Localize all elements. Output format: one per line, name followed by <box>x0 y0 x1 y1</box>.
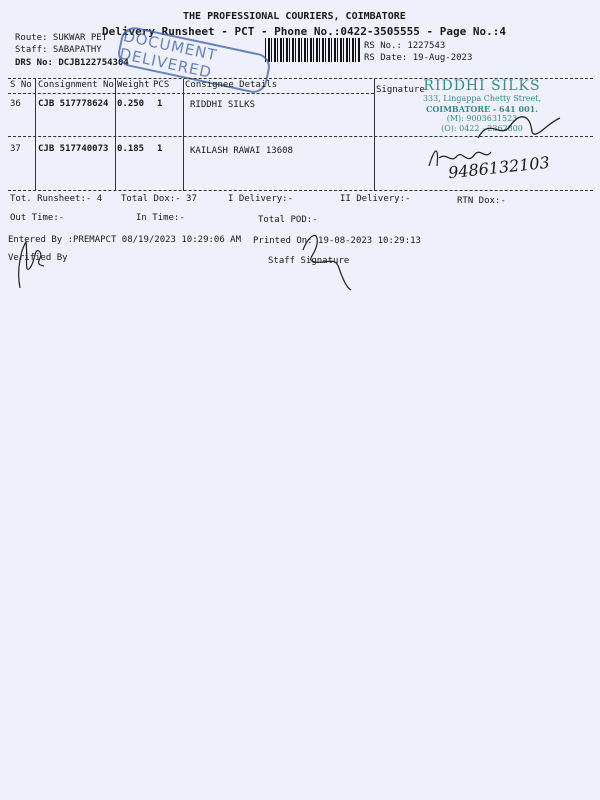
seal-office: (O): 0422 - 2362800 <box>441 124 523 133</box>
row-sno: 36 <box>10 99 21 109</box>
col-consignee: Consignee Details <box>185 80 278 90</box>
row-consignee: KAILASH RAWAI 13608 <box>190 146 293 156</box>
seal-address: 333, Lingappa Chetty Street, <box>422 94 542 103</box>
staff-signature-icon <box>295 226 365 292</box>
row-sno: 37 <box>10 144 21 154</box>
i-delivery: I Delivery:- <box>228 194 294 204</box>
ii-delivery: II Delivery:- <box>340 194 411 204</box>
row-consignment: CJB 517778624 <box>38 99 109 109</box>
total-dox: Total Dox:- 37 <box>121 194 197 204</box>
handwritten-phone: 9486132103 <box>447 152 551 183</box>
seal-mobile: (M): 9003631523 <box>446 114 518 123</box>
verifier-signature-icon <box>10 238 50 293</box>
row-weight: 0.185 <box>117 144 145 154</box>
rtn-dox: RTN Dox:- <box>457 196 506 206</box>
col-divider <box>115 79 116 191</box>
verified-by: Verified By <box>8 253 68 263</box>
printed-on: Printed On: 19-08-2023 10:29:13 <box>253 236 421 246</box>
col-divider <box>183 79 184 191</box>
in-time: In Time:- <box>136 213 185 223</box>
total-pod: Total POD:- <box>258 215 318 225</box>
route-label: Route: SUKWAR PET <box>15 33 108 43</box>
drs-number: DRS No: DCJB122754304 <box>15 58 129 68</box>
delivered-stamp: DOCUMENT DELIVERED <box>116 25 273 96</box>
barcode-icon <box>265 38 361 62</box>
col-weight: Weight <box>117 80 150 90</box>
tot-runsheet: Tot. Runsheet:- 4 <box>10 194 103 204</box>
rs-date: RS Date: 19-Aug-2023 <box>364 53 473 63</box>
col-sno: S No <box>10 80 32 90</box>
row-pcs: 1 <box>157 99 163 109</box>
col-divider <box>35 79 36 191</box>
row-consignee: RIDDHI SILKS <box>190 100 256 110</box>
col-consignment: Consignment No <box>38 80 114 90</box>
rs-number: RS No.: 1227543 <box>364 41 446 51</box>
runsheet-title: Delivery Runsheet - PCT - Phone No.:0422-3505555 - Page No.:4 <box>102 25 506 38</box>
col-divider <box>374 79 375 191</box>
header-rule <box>8 93 374 94</box>
entered-by: Entered By :PREMAPCT 08/19/2023 10:29:06 AM <box>8 235 241 245</box>
col-pcs: PCS <box>153 80 170 90</box>
staff-label: Staff: SABAPATHY <box>15 45 102 55</box>
table-bottom-rule <box>8 190 593 191</box>
out-time: Out Time:- <box>10 213 65 223</box>
seal-name: RIDDHI SILKS <box>423 78 541 94</box>
row-weight: 0.250 <box>117 99 145 109</box>
col-signature: Signature <box>376 85 425 95</box>
row-consignment: CJB 517740073 <box>38 144 109 154</box>
staff-signature-label: Staff Signature <box>268 256 350 266</box>
seal-city: COIMBATORE - 641 001. <box>426 104 538 114</box>
row-pcs: 1 <box>157 144 163 154</box>
company-name: THE PROFESSIONAL COURIERS, COIMBATORE <box>183 11 406 22</box>
